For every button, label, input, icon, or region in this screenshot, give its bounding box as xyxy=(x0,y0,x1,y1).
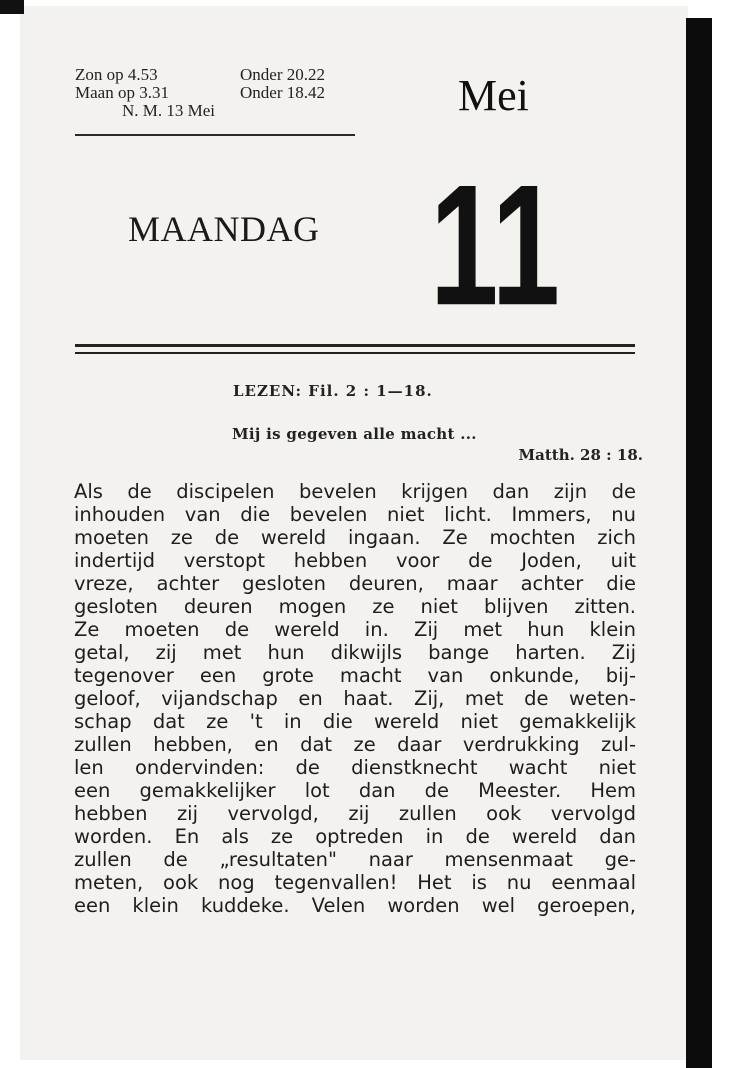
weekday-label: MAANDAG xyxy=(128,209,320,249)
text-line: tegenover een grote macht van onkunde, bij- xyxy=(74,664,636,687)
text-line: meten, ook nog tegenvallen! Het is nu eenmaal xyxy=(74,871,636,894)
text-line: Als de discipelen bevelen krijgen dan zijn de xyxy=(74,480,636,503)
sunset-text: Onder 20.22 xyxy=(240,65,325,84)
text-line: getal, zij met hun dikwijls bange harten. Zij xyxy=(74,641,636,664)
almanac-block xyxy=(75,66,375,120)
text-line: schap dat ze 't in die wereld niet gemakkelijk xyxy=(74,710,636,733)
moon-phase-row xyxy=(75,102,375,120)
moonrise-text: Maan op 3.31 xyxy=(75,83,169,102)
text-line: zullen hebben, en dat ze daar verdrukking zul- xyxy=(74,733,636,756)
header-rule-top xyxy=(75,344,635,347)
quote-reference: Matth. 28 : 18. xyxy=(518,446,643,464)
page-shadow-edge xyxy=(686,18,712,1068)
devotional-text xyxy=(74,480,636,917)
text-line: gesloten deuren mogen ze niet blijven zitten. xyxy=(74,595,636,618)
text-line: hebben zij vervolgd, zij zullen ook vervolgd xyxy=(74,802,636,825)
text-line: moeten ze de wereld ingaan. Ze mochten zich xyxy=(74,526,636,549)
reading-reference: LEZEN: Fil. 2 : 1—18. xyxy=(233,382,433,400)
text-line: een klein kuddeke. Velen worden wel geroepen, xyxy=(74,894,636,917)
almanac-divider xyxy=(75,134,355,136)
moonset-text: Onder 18.42 xyxy=(240,83,325,102)
text-line: zullen de „resultaten" naar mensenmaat ge- xyxy=(74,848,636,871)
month-label: Mei xyxy=(458,71,529,120)
header-rule-bottom xyxy=(75,352,635,354)
sunrise-text: Zon op 4.53 xyxy=(75,65,158,84)
corner-mark xyxy=(0,0,24,14)
day-number-text: 11 xyxy=(430,148,560,342)
day-number xyxy=(423,140,568,342)
moon-row xyxy=(75,84,375,102)
text-line: indertijd verstopt hebben voor de Joden, uit xyxy=(74,549,636,572)
text-line: inhouden van die bevelen niet licht. Immers, nu xyxy=(74,503,636,526)
daily-quote: Mij is gegeven alle macht ... xyxy=(232,425,477,443)
text-line: Ze moeten de wereld in. Zij met hun klein xyxy=(74,618,636,641)
text-line: len ondervinden: de dienstknecht wacht niet xyxy=(74,756,636,779)
text-line: worden. En als ze optreden in de wereld dan xyxy=(74,825,636,848)
moon-phase-text: N. M. 13 Mei xyxy=(122,101,216,120)
text-line: geloof, vijandschap en haat. Zij, met de weten- xyxy=(74,687,636,710)
text-line: een gemakkelijker lot dan de Meester. Hem xyxy=(74,779,636,802)
sun-row xyxy=(75,66,375,84)
text-line: vreze, achter gesloten deuren, maar achter die xyxy=(74,572,636,595)
